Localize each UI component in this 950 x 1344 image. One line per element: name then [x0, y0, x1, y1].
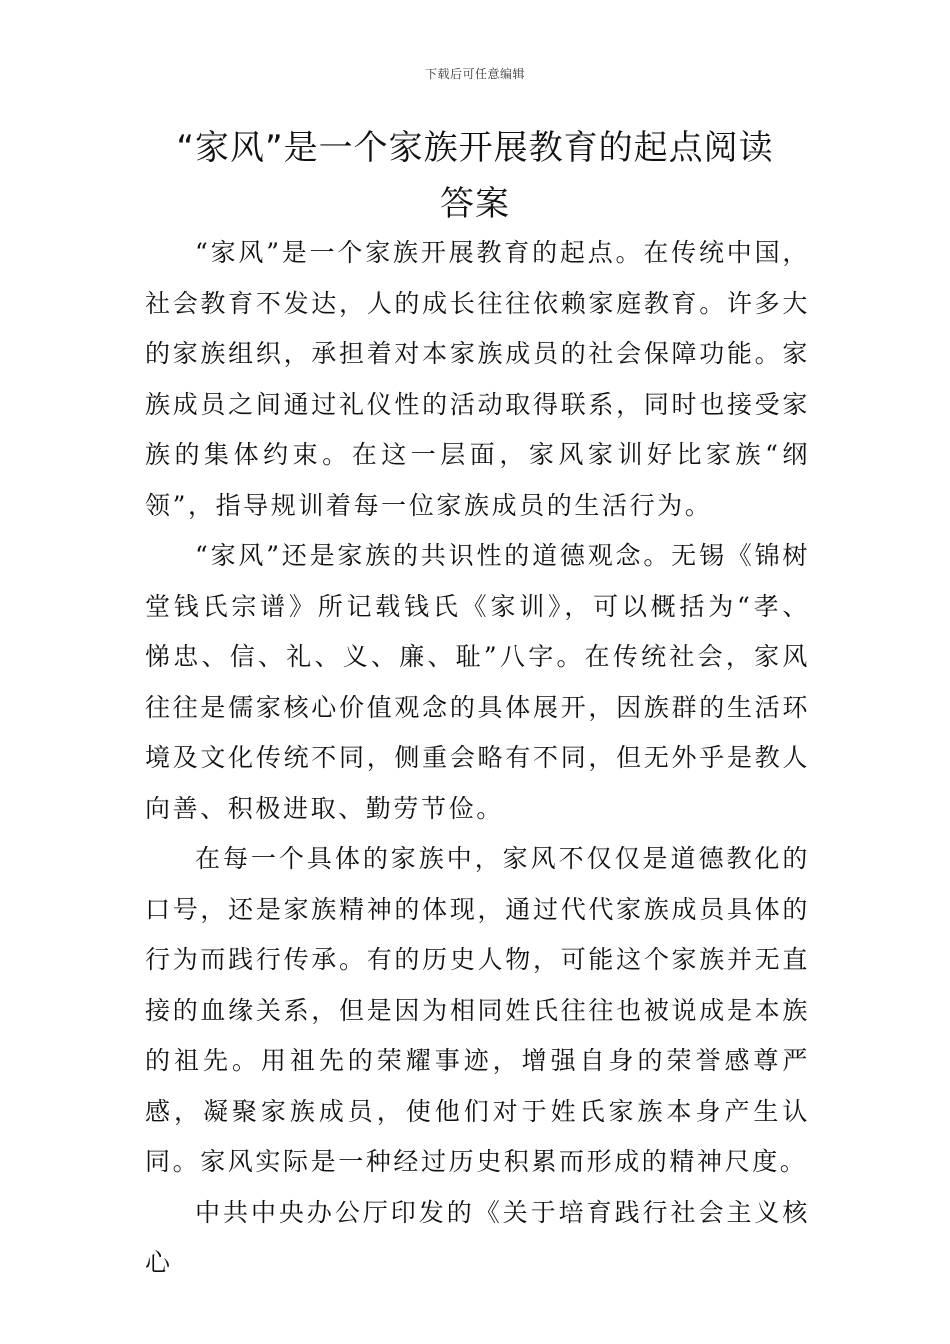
document-body [145, 228, 810, 1289]
title-line-1: “家风”是一个家族开展教育的起点阅读 [176, 128, 774, 168]
page-title [145, 120, 805, 232]
title-line-2: 答案 [440, 184, 510, 224]
paragraph-2: “家风”还是家族的共识性的道德观念。无锡《锦树堂钱氏宗谱》所记载钱氏《家训》，可以概括为“孝、悌忠、信、礼、义、廉、耻”八字。在传统社会，家风往往是儒家核心价值观念的具体展开，因族群的生活环境及文化传统不同，侧重会略有不同，但无外乎是教人向善、积极进取、勤劳节俭。 [145, 541, 810, 823]
header-note: 下载后可任意编辑 [424, 67, 525, 81]
paragraph-4: 中共中央办公厅印发的《关于培育践行社会主义核心 [145, 1197, 810, 1277]
paragraph-3: 在每一个具体的家族中，家风不仅仅是道德教化的口号，还是家族精神的体现，通过代代家族成员具体的行为而践行传承。有的历史人物，可能这个家族并无直接的血缘关系，但是因为相同姓氏往往也被说成是本族的祖先。用祖先的荣耀事迹，增强自身的荣誉感尊严感，凝聚家族成员，使他们对于姓氏家族本身产生认同。家风实际是一种经过历史积累而形成的精神尺度。 [145, 844, 810, 1176]
paragraph-1: “家风”是一个家族开展教育的起点。在传统中国，社会教育不发达，人的成长往往依赖家庭教育。许多大的家族组织，承担着对本家族成员的社会保障功能。家族成员之间通过礼仪性的活动取得联系，同时也接受家族的集体约束。在这一层面，家风家训好比家族“纲领”，指导规训着每一位家族成员的生活行为。 [145, 238, 810, 520]
